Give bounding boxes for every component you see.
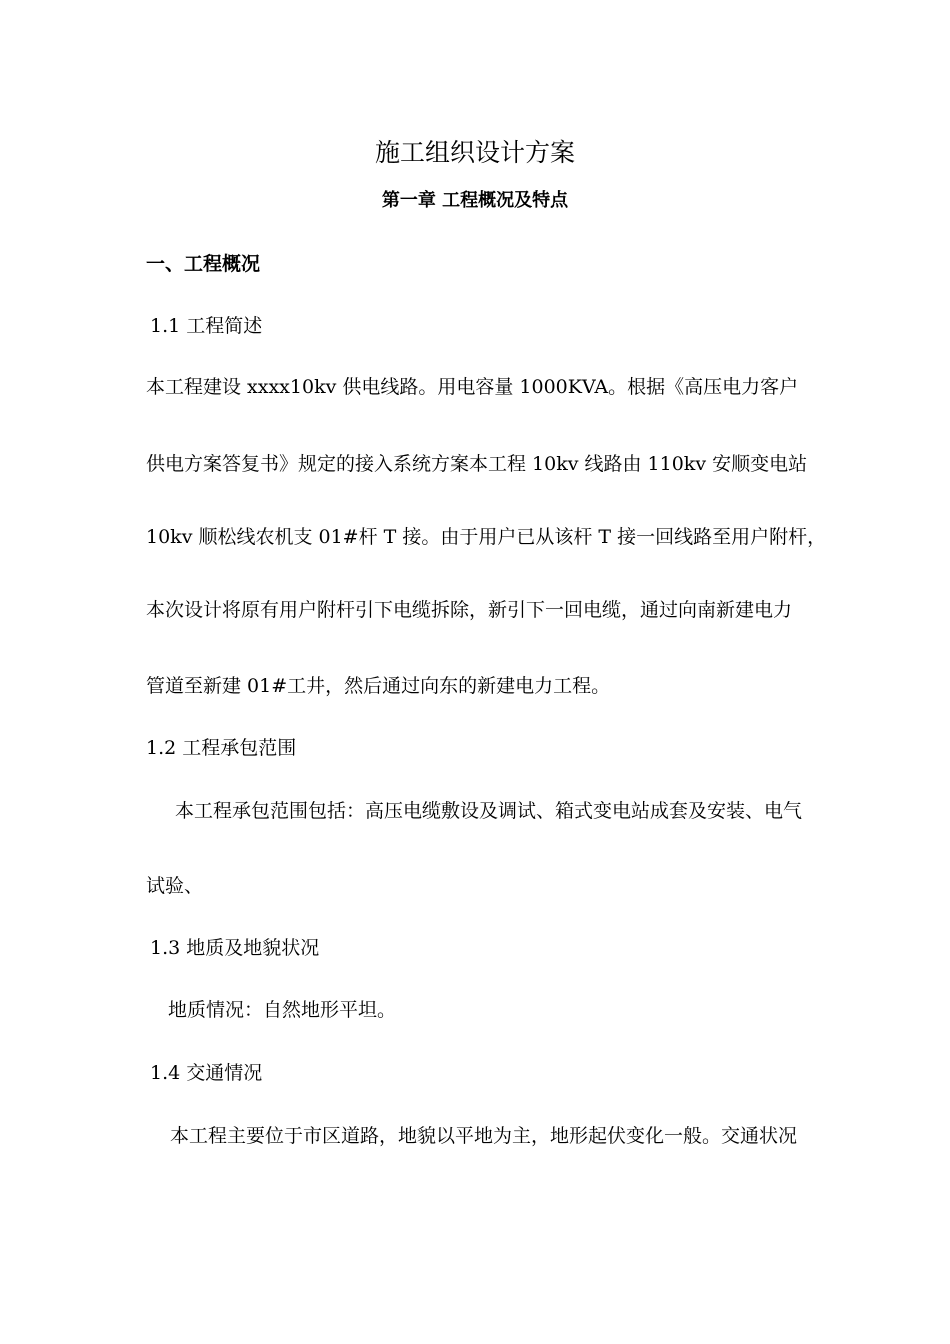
paragraph-line: 10kv 顺松线农机支 01#杆 T 接。由于用户已从该杆 T 接一回线路至用户附杆， bbox=[146, 526, 827, 548]
subsection-heading-1-4: 1.4 交通情况 bbox=[150, 1062, 263, 1084]
paragraph-line: 本次设计将原有用户附杆引下电缆拆除，新引下一回电缆，通过向南新建电力 bbox=[146, 599, 793, 621]
paragraph-line: 地质情况：自然地形平坦。 bbox=[168, 999, 397, 1021]
document-title: 施工组织设计方案 bbox=[374, 138, 575, 167]
paragraph-line: 本工程建设 xxxx10kv 供电线路。用电容量 1000KVA。根据《高压电力客户 bbox=[146, 376, 799, 398]
section-heading: 一、工程概况 bbox=[146, 253, 261, 275]
paragraph-line: 本工程承包范围包括：高压电缆敷设及调试、箱式变电站成套及安装、电气 bbox=[175, 800, 803, 822]
paragraph-line: 管道至新建 01#工井，然后通过向东的新建电力工程。 bbox=[146, 675, 611, 697]
paragraph-line: 本工程主要位于市区道路，地貌以平地为主，地形起伏变化一般。交通状况 bbox=[170, 1125, 798, 1147]
subsection-heading-1-2: 1.2 工程承包范围 bbox=[146, 737, 297, 759]
subsection-heading-1-1: 1.1 工程简述 bbox=[150, 315, 263, 337]
paragraph-line: 供电方案答复书》规定的接入系统方案本工程 10kv 线路由 110kv 安顺变电站 bbox=[146, 453, 808, 475]
subsection-heading-1-3: 1.3 地质及地貌状况 bbox=[150, 937, 320, 959]
chapter-heading: 第一章 工程概况及特点 bbox=[381, 190, 569, 211]
paragraph-line: 试验、 bbox=[146, 875, 204, 897]
